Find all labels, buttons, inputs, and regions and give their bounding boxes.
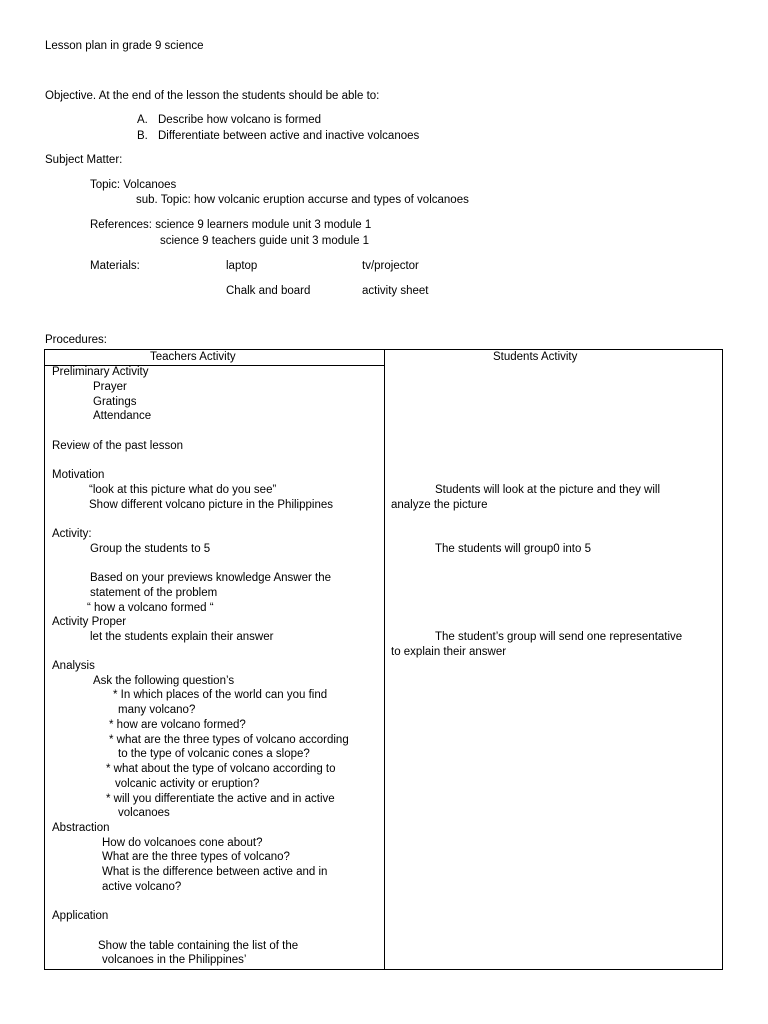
subtopic-line: sub. Topic: how volcanic eruption accurse and types of volcanoes <box>136 194 469 206</box>
teacher-line: “look at this picture what do you see” <box>89 484 277 496</box>
teachers-activity-header: Teachers Activity <box>150 351 236 363</box>
students-activity-header: Students Activity <box>493 351 578 363</box>
procedures-heading: Procedures: <box>45 334 108 346</box>
subject-matter-heading: Subject Matter: <box>45 154 123 166</box>
materials-label: Materials: <box>90 260 140 272</box>
teacher-line: What are the three types of volcano? <box>102 851 290 863</box>
student-line: The students will group0 into 5 <box>435 543 591 555</box>
material-item: laptop <box>226 260 258 272</box>
teacher-line: Group the students to 5 <box>90 543 211 555</box>
teacher-line: Abstraction <box>52 822 110 834</box>
teacher-line: * how are volcano formed? <box>109 719 246 731</box>
teacher-line: volcanoes in the Philippines’ <box>102 954 247 966</box>
student-line: analyze the picture <box>391 499 488 511</box>
teacher-line: Ask the following question’s <box>93 675 235 687</box>
teacher-line: Analysis <box>52 660 95 672</box>
teacher-line: * In which places of the world can you find <box>113 689 328 701</box>
teacher-line: Review of the past lesson <box>52 440 184 452</box>
references-line-1: References: science 9 learners module unit 3 module 1 <box>90 219 372 231</box>
material-item: Chalk and board <box>226 285 311 297</box>
teacher-line: Show different volcano picture in the Philippines <box>89 499 333 511</box>
objective-item-b: Differentiate between active and inactive volcanoes <box>158 130 420 142</box>
teacher-line: Preliminary Activity <box>52 366 149 378</box>
teacher-line: many volcano? <box>118 704 196 716</box>
objective-heading: Objective. At the end of the lesson the students should be able to: <box>45 90 380 102</box>
references-line-2: science 9 teachers guide unit 3 module 1 <box>160 235 370 247</box>
student-line: Students will look at the picture and they will <box>435 484 661 496</box>
doc-title: Lesson plan in grade 9 science <box>45 40 204 52</box>
teacher-line: * what are the three types of volcano according <box>109 734 349 746</box>
objective-item-a: Describe how volcano is formed <box>158 114 321 126</box>
teacher-line: volcanoes <box>118 807 170 819</box>
teacher-line: Based on your previews knowledge Answer the <box>90 572 332 584</box>
teacher-line: Gratings <box>93 396 137 408</box>
objective-marker-a: A. <box>137 114 148 126</box>
teacher-line: Motivation <box>52 469 105 481</box>
teacher-line: active volcano? <box>102 881 182 893</box>
student-line: to explain their answer <box>391 646 507 658</box>
student-line: The student’s group will send one representative <box>435 631 683 643</box>
column-divider <box>384 350 385 969</box>
topic-line: Topic: Volcanoes <box>90 179 177 191</box>
procedures-table <box>44 349 723 970</box>
teacher-line: Activity: <box>52 528 92 540</box>
teacher-line: “ how a volcano formed “ <box>87 602 214 614</box>
teacher-line: to the type of volcanic cones a slope? <box>118 748 310 760</box>
objective-marker-b: B. <box>137 130 148 142</box>
material-item: activity sheet <box>362 285 429 297</box>
material-item: tv/projector <box>362 260 419 272</box>
teacher-line: Attendance <box>93 410 152 422</box>
teacher-line: Application <box>52 910 109 922</box>
teacher-line: let the students explain their answer <box>90 631 274 643</box>
teacher-line: How do volcanoes cone about? <box>102 837 263 849</box>
teacher-line: Show the table containing the list of the <box>98 940 299 952</box>
teacher-line: Prayer <box>93 381 127 393</box>
teacher-line: * will you differentiate the active and in active <box>106 793 335 805</box>
teacher-line: What is the difference between active and in <box>102 866 328 878</box>
teacher-line: Activity Proper <box>52 616 127 628</box>
teacher-line: volcanic activity or eruption? <box>115 778 260 790</box>
teacher-line: statement of the problem <box>90 587 218 599</box>
teacher-line: * what about the type of volcano according to <box>106 763 336 775</box>
